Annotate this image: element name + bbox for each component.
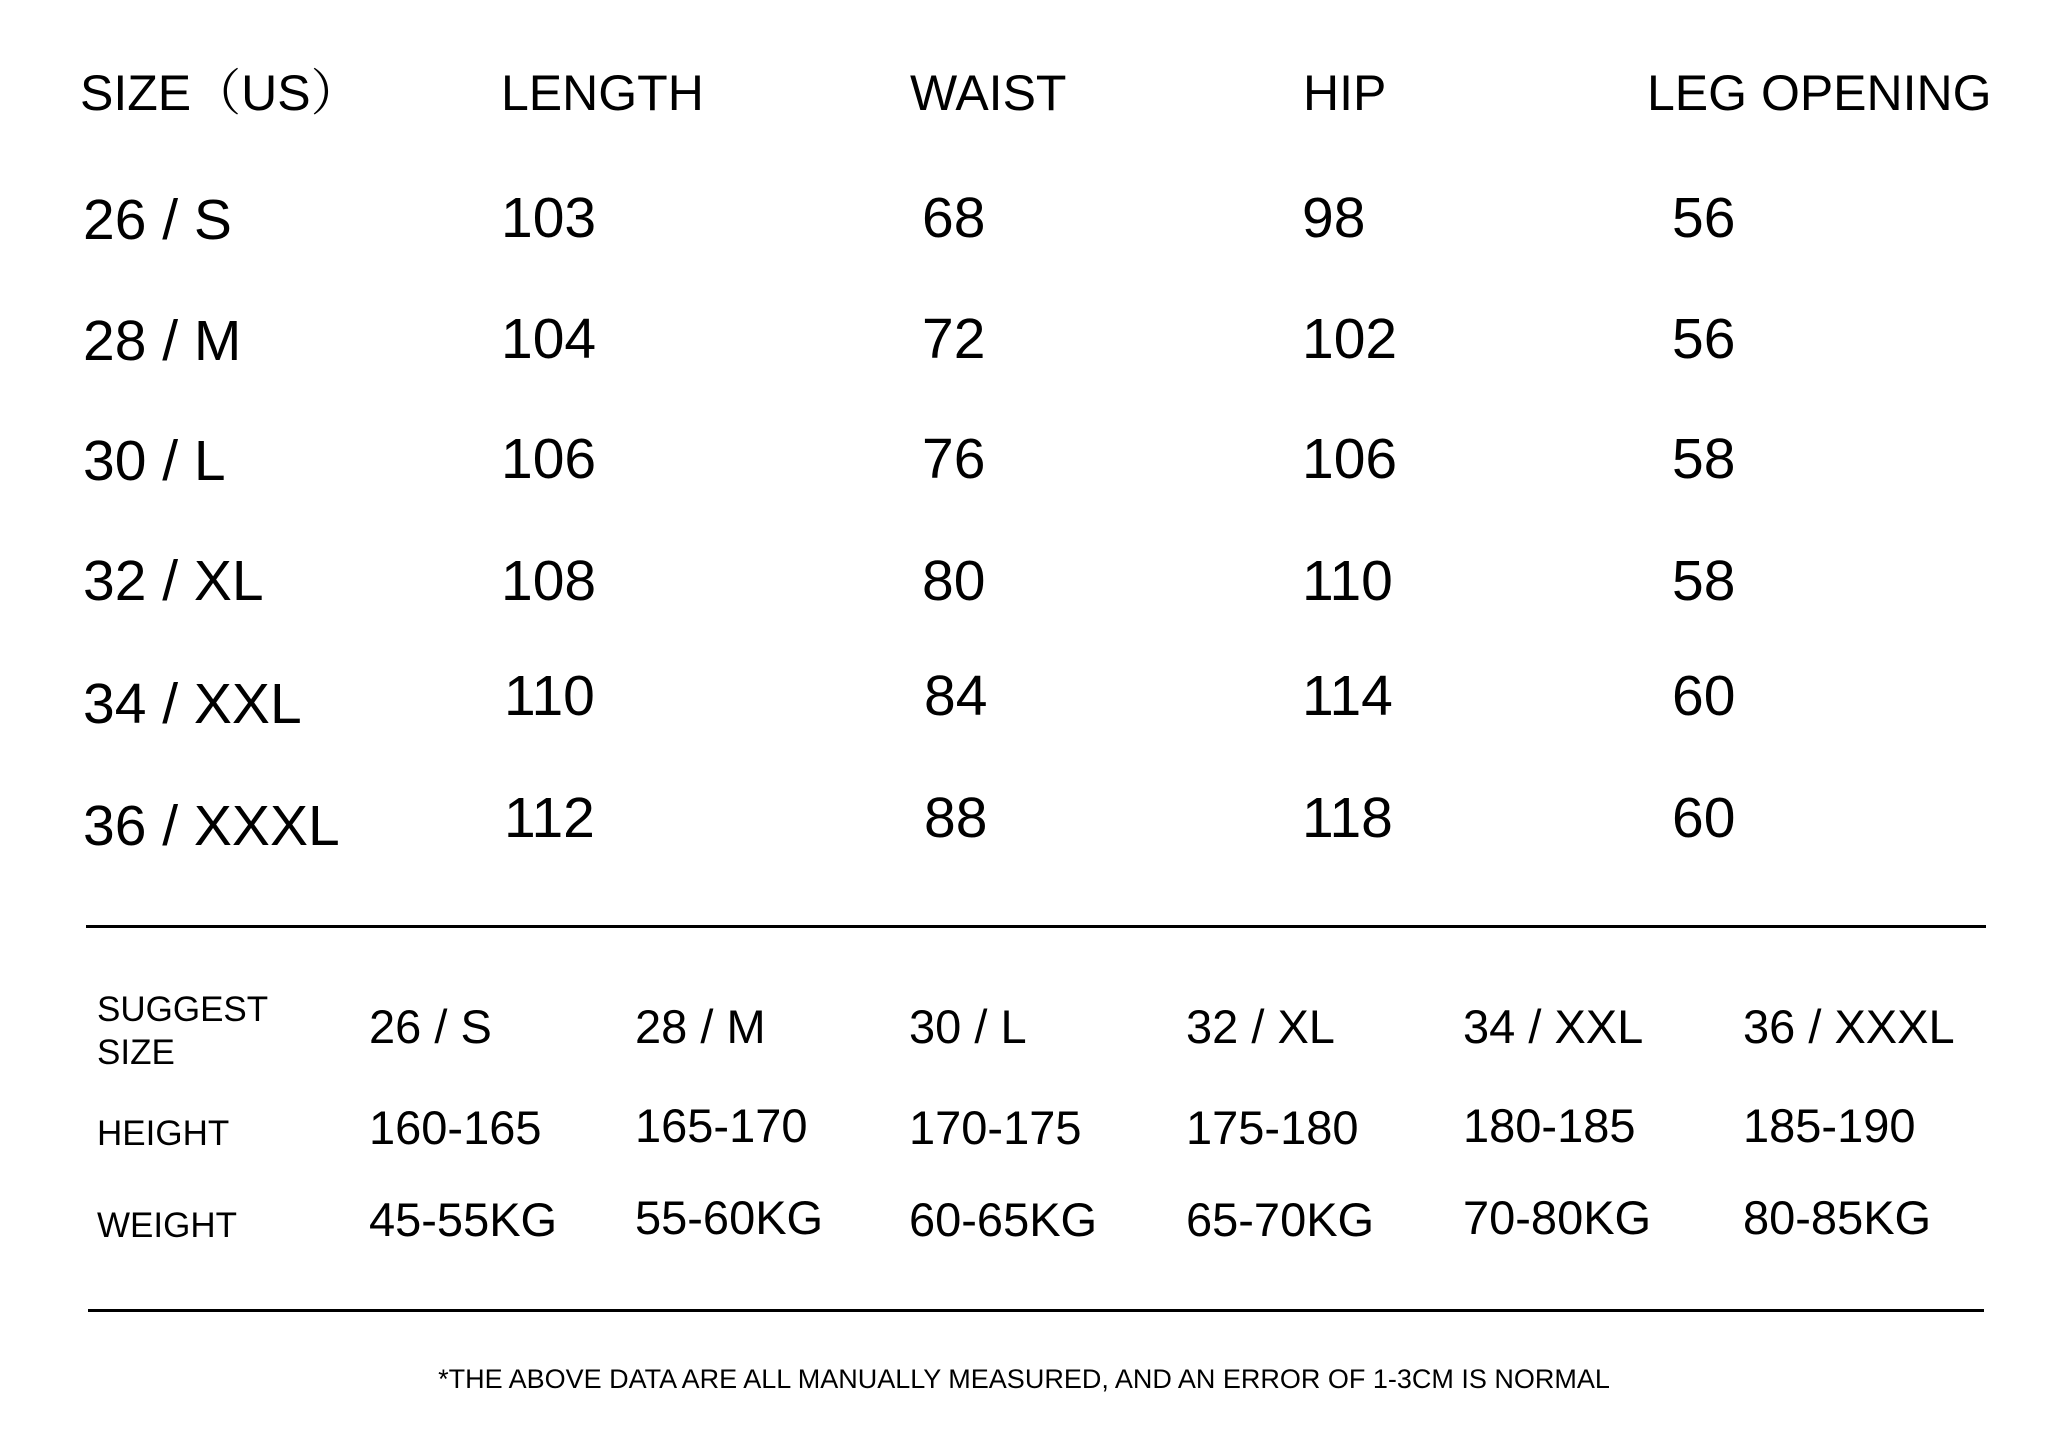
length-cell: 103 xyxy=(501,186,597,250)
suggest-size-cell: 26 / S xyxy=(369,1000,492,1053)
suggest-size-label-text: SUGGEST SIZE xyxy=(97,990,269,1072)
measurement-note: *THE ABOVE DATA ARE ALL MANUALLY MEASURED, AND AN ERROR OF 1-3CM IS NORMAL xyxy=(438,1364,1610,1394)
size-cell: 36 / XXXL xyxy=(83,794,340,858)
weight-cell: 65-70KG xyxy=(1186,1193,1375,1246)
weight-cell: 60-65KG xyxy=(909,1193,1098,1246)
weight-cell: 45-55KG xyxy=(369,1193,558,1246)
divider-bottom xyxy=(88,1309,1984,1312)
waist-cell: 88 xyxy=(924,786,988,850)
size-cell: 30 / L xyxy=(83,429,226,493)
leg-opening-cell: 58 xyxy=(1672,549,1736,613)
hip-cell: 118 xyxy=(1302,786,1393,850)
suggest-size-cell: 30 / L xyxy=(909,1000,1027,1053)
size-cell: 28 / M xyxy=(83,309,242,373)
length-cell: 108 xyxy=(501,549,597,613)
leg-opening-cell: 60 xyxy=(1672,664,1736,728)
weight-cell: 55-60KG xyxy=(635,1191,824,1244)
waist-cell: 68 xyxy=(922,186,986,250)
suggest-size-cell: 36 / XXXL xyxy=(1743,1000,1955,1053)
leg-opening-cell: 56 xyxy=(1672,186,1736,250)
suggest-size-cell: 28 / M xyxy=(635,1000,766,1053)
header-hip: HIP xyxy=(1303,65,1387,121)
weight-cell: 70-80KG xyxy=(1463,1191,1652,1244)
height-cell: 165-170 xyxy=(635,1099,808,1152)
height-cell: 160-165 xyxy=(369,1101,542,1154)
hip-cell: 114 xyxy=(1302,664,1393,728)
length-cell: 106 xyxy=(501,427,597,491)
height-cell: 180-185 xyxy=(1463,1099,1636,1152)
waist-cell: 80 xyxy=(922,549,986,613)
height-label: HEIGHT xyxy=(97,1114,230,1153)
waist-cell: 84 xyxy=(924,664,988,728)
leg-opening-cell: 58 xyxy=(1672,427,1736,491)
hip-cell: 102 xyxy=(1302,307,1398,371)
header-waist: WAIST xyxy=(910,65,1067,121)
size-cell: 32 / XL xyxy=(83,549,264,613)
leg-opening-cell: 56 xyxy=(1672,307,1736,371)
height-cell: 175-180 xyxy=(1186,1101,1359,1154)
length-cell: 112 xyxy=(504,786,595,850)
weight-cell: 80-85KG xyxy=(1743,1191,1932,1244)
suggest-size-cell: 34 / XXL xyxy=(1463,1000,1644,1053)
waist-cell: 76 xyxy=(922,427,986,491)
hip-cell: 106 xyxy=(1302,427,1398,491)
height-cell: 185-190 xyxy=(1743,1099,1916,1152)
waist-cell: 72 xyxy=(922,307,986,371)
length-cell: 110 xyxy=(504,664,595,728)
size-cell: 26 / S xyxy=(83,188,232,252)
height-cell: 170-175 xyxy=(909,1101,1082,1154)
length-cell: 104 xyxy=(501,307,597,371)
leg-opening-cell: 60 xyxy=(1672,786,1736,850)
weight-label: WEIGHT xyxy=(97,1206,237,1245)
hip-cell: 110 xyxy=(1302,549,1393,613)
hip-cell: 98 xyxy=(1302,186,1366,250)
header-length: LENGTH xyxy=(501,65,704,121)
divider-top xyxy=(86,925,1986,928)
suggest-size-cell: 32 / XL xyxy=(1186,1000,1335,1053)
suggest-size-label xyxy=(97,989,268,1074)
header-leg-opening: LEG OPENING xyxy=(1647,65,1992,121)
size-cell: 34 / XXL xyxy=(83,672,302,736)
header-size: SIZE（US） xyxy=(80,65,361,121)
